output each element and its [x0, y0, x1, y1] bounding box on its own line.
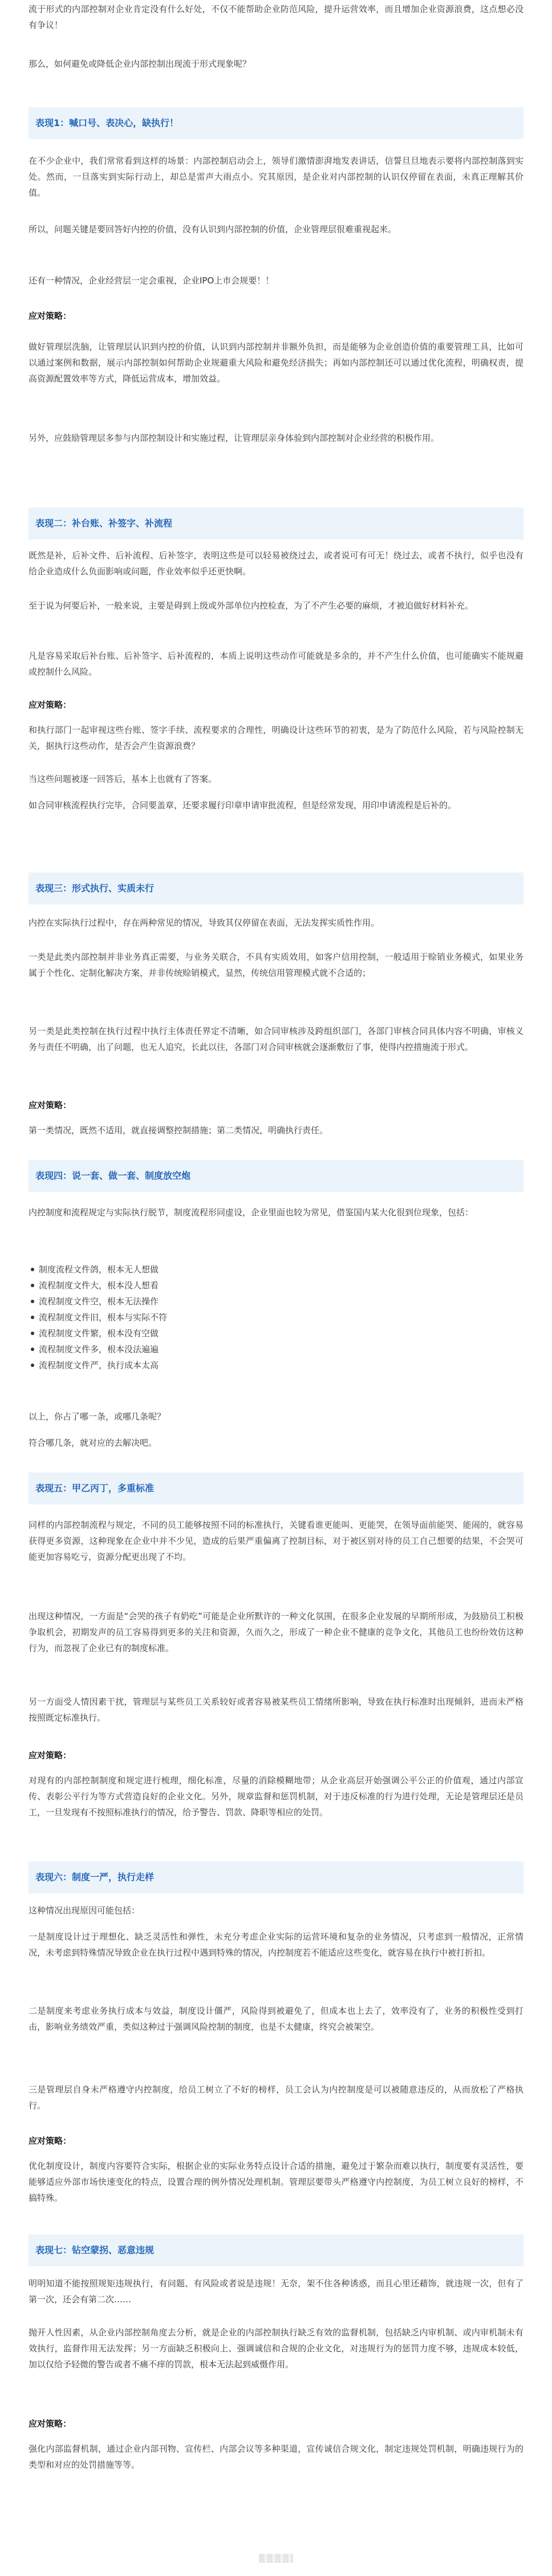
body-paragraph: 三是管理层自身未严格遵守内控制度，给员工树立了不好的榜样，员工会认为内控制度是可以被随意违反的，从而放松了严格执行。 — [29, 2084, 523, 2111]
strategy-paragraph: 优化制度设计，制度内容要符合实际，根据企业的实际业务特点设计合适的措施，避免过于繁杂而难以执行，制度要有灵活性，要能够适应外部市场快速变化的特点，设置合理的例外情况处理机制。管理层要带头严格遵守内控制度，为员工树立良好的榜样，不搞特殊。 — [29, 2161, 523, 2203]
section-title: 表现六：制度一严，执行走样 — [29, 1861, 523, 1893]
body-paragraph: 符合哪几条，就对应的去解决吧。 — [29, 1438, 157, 1448]
strategy-paragraph: 另外，应鼓励管理层多参与内部控制设计和实施过程，让管理层亲身体验到内部控制对企业经营的积极作用。 — [29, 433, 440, 443]
list-item: 流程制度文件空，根本无法操作 — [39, 1293, 167, 1309]
list-item: 流程制度文件严，执行成本太高 — [39, 1357, 167, 1373]
section-title: 表现五：甲乙丙丁，多重标准 — [29, 1472, 523, 1504]
body-paragraph: 一是制度设计过于理想化、缺乏灵活性和弹性，未充分考虑企业实际的运营环境和复杂的业务情况，只考虑到一般情况，正常情况，未考虑到特殊情况导致企业在执行过程中遇到特殊的情况，内控制度若不能适应这些变化，就容易在执行中被打折扣。 — [29, 1932, 523, 1958]
body-paragraph: 同样的内部控制流程与规定，不同的员工能够按照不同的标准执行，关键看谁更能叫、更能哭，在领导面前能哭、能闹的，就容易获得更多资源，这种现象在企业中并不少见，造成的后果严重偏离了控制目标，对于被区别对待的员工自己想要的结果，不会哭可能更加容易吃亏，资源分配更出现了不均。 — [29, 1520, 523, 1562]
section-title: 表现四：说一套、做一套、制度放空炮 — [29, 1160, 523, 1192]
strategy-paragraph: 如合同审核流程执行完毕，合同要盖章，还要求履行印章申请审批流程，但是经常发现，用印申请流程是后补的。 — [29, 800, 457, 810]
strategy-paragraph: 和执行部门一起审视这些台账、签字手续、流程要求的合理性，明确设计这些环节的初衷，是为了防范什么风险，若与风险控制无关，据执行这些动作，是否会产生资源浪费？ — [29, 725, 523, 751]
strategy-paragraph: 当这些问题被逐一回答后，基本上也就有了答案。 — [29, 774, 217, 784]
body-paragraph: 还有一种情况，企业经营层一定会重视，企业IPO上市会规要！！ — [29, 275, 274, 286]
body-paragraph: 这种情况出现原因可能包括： — [29, 1905, 140, 1916]
body-paragraph: 至于说为何要后补，一般来说，主要是碍到上级或外部单位内控检查，为了不产生必要的麻烦，才被迫做好材料补充。 — [29, 601, 474, 611]
strategy-paragraph: 做好管理层洗脑，让管理层认识到内控的价值，认识到内部控制并非额外负担，而是能够为企业创造价值的重要管理工具，比如可以通过案例和数据，展示内部控制如何帮助企业规避重大风险和避免经济损失；再如内部控制还可以通过优化流程，明确权责，提高资源配置效率等方式，降低运营成本，增加效益。 — [29, 342, 523, 384]
body-paragraph: 凡是容易采取后补台账、后补签字、后补流程的，本质上说明这些动作可能就是多余的，并不产生什么价值，也可能确实不能规避或控制什么风险。 — [29, 651, 523, 677]
body-paragraph: 一类是此类内部控制并非业务真正需要，与业务关联合，不具有实质效用，如客户信用控制，一般适用于赊销业务模式，如果业务属于个性化、定制化解决方案，并非传统赊销模式，显然，传统信用管理模式就不合适的； — [29, 952, 523, 978]
body-paragraph: 在不少企业中，我们常常看到这样的场景：内部控制启动会上，领导们激情澎湃地发表讲话，信誓旦旦地表示要将内部控制落到实处。然而，一旦落实到实际行动上，却总是雷声大雨点小。究其原因，是企业对内部控制的认识仅停留在表面，未真正理解其价值。 — [29, 156, 523, 198]
intro-paragraph: 那么，如何避免或降低企业内部控制出现流于形式现象呢？ — [29, 59, 251, 69]
strategy-heading: 应对策略： — [29, 1750, 72, 1760]
strategy-paragraph: 第一类情况，既然不适用，就直接调整控制措施；第二类情况，明确执行责任。 — [29, 1125, 328, 1135]
body-paragraph: 另一方面受人情因素干扰，管理层与某些员工关系较好或者容易被某些员工情绪所影响，导致在执行标准时出现倾斜，进而未严格按照既定标准执行。 — [29, 1697, 523, 1723]
strategy-paragraph: 强化内部监督机制，通过企业内部刊物、宣传栏、内部会议等多种渠道，宣传诚信合规文化，制定违规处罚机制，明确违规行为的类型和对应的处罚措施等等。 — [29, 2444, 523, 2470]
list-item: 制度流程文件鸽，根本无人想做 — [39, 1261, 167, 1277]
strategy-heading: 应对策略： — [29, 2419, 72, 2429]
list-item: 流程制度文件大，根本没人想看 — [39, 1277, 167, 1293]
intro-paragraph: 流于形式的内部控制对企业肯定没有什么好处，不仅不能帮助企业防范风险，提升运营效率，而且增加企业资源浪费，这点想必没有争议！ — [29, 4, 523, 30]
body-paragraph: 二是制度来考虑业务执行成本与效益，制度设计僵严，风险得到被避免了，但成本也上去了，效率没有了，业务的积极性受到打击，影响业务绩效严重，类似这种过于强调风险控制的制度，也是不太健康，终究会被架空。 — [29, 2006, 523, 2032]
body-paragraph: 内控在实际执行过程中，存在两种常见的情况，导致其仅停留在表面，无法发挥实质性作用。 — [29, 918, 380, 928]
section-title: 表现三：形式执行、实质未行 — [29, 873, 523, 904]
strategy-heading: 应对策略： — [29, 2136, 72, 2146]
watermark — [259, 2554, 293, 2563]
body-paragraph: 内控制度和流程规定与实际执行脱节，制度流程形同虚设，企业里面也较为常见，借鉴国内某大化很到位现象，包括： — [29, 1207, 474, 1218]
strategy-heading: 应对策略： — [29, 700, 72, 710]
strategy-heading: 应对策略： — [29, 1100, 72, 1110]
section-title: 表现七：钻空蒙拐、恶意违规 — [29, 2234, 523, 2266]
body-paragraph: 抛开人性因素，从企业内部控制角度去分析，就是企业的内部控制执行缺乏有效的监督机制，包括缺乏内审机制、或内审机制未有效执行，监督作用无法发挥；另一方面缺乏积极向上、强调诚信和合规的企业文化，对违规行为的惩罚力度不够，违规成本较低，加以仅给予轻微的警告或者不痛不痒的罚款，根本无法起到威慑作用。 — [29, 2327, 523, 2370]
list-item: 流程制度文件旧，根本与实际不符 — [39, 1309, 167, 1325]
strategy-paragraph: 对现有的内部控制制度和规定进行梳理，细化标准，尽量的消除模糊地带；从企业高层开始强调公平公正的价值观，通过内部宣传、表彰公平行为等方式营造良好的企业文化。另外，规章监督和惩罚机制，对于违反标准的行为进行处理，无论是管理层还是员工，一旦发现有不按照标准执行的情况，给予警告、罚款、降职等相应的处罚。 — [29, 1775, 523, 1818]
list-item: 流程制度文件繁，根本没有空做 — [39, 1325, 167, 1341]
list-item: 流程制度文件多，根本没法遍遍 — [39, 1341, 167, 1357]
body-paragraph: 出现这种情况，一方面是“会哭的孩子有奶吃”可能是企业所默许的一种文化氛围，在很多企业发展的早期所形成，为鼓励员工积极争取机会，初期发声的员工容易得到更多的关注和资源，久而久之，形成了一种企业不健康的竞争文化，其他员工也纷纷效仿这种行为，而忽视了企业已有的制度标准。 — [29, 1611, 523, 1653]
body-paragraph: 以上，你占了哪一条，或哪几条呢？ — [29, 1411, 166, 1422]
body-paragraph: 所以，问题关键是要回答好内控的价值，没有认识到内部控制的价值，企业管理层很难重视起来。 — [29, 224, 397, 234]
body-paragraph: 明明知道不能按照规矩违规执行，有问题、有风险或者说是违规！无奈，架不住各种诱惑，而且心里还藉饰，就违规一次，但有了第一次，还会有第二次…… — [29, 2278, 523, 2305]
section-title: 表现1：喊口号、表决心，缺执行！ — [29, 107, 523, 139]
strategy-heading: 应对策略： — [29, 311, 72, 321]
body-paragraph: 另一类是此类控制在执行过程中执行主体责任界定不清晰，如合同审核涉及跨组织部门，各部门审核合同具体内容不明确，审核义务与责任不明确，出了问题，也无人追究，长此以往，各部门对合同审核就会逐渐敷衍了事，使得内控措施流于形式。 — [29, 1026, 523, 1052]
body-paragraph: 既然是补，后补文件、后补流程、后补签字，表明这些是可以轻易被绕过去，或者说可有可无！绕过去，或者不执行，似乎也没有给企业造成什么负面影响或问题，作业效率似乎还更快啊。 — [29, 550, 523, 577]
bullet-list — [29, 1261, 167, 1373]
section-title: 表现二：补台账、补签字、补流程 — [29, 508, 523, 539]
